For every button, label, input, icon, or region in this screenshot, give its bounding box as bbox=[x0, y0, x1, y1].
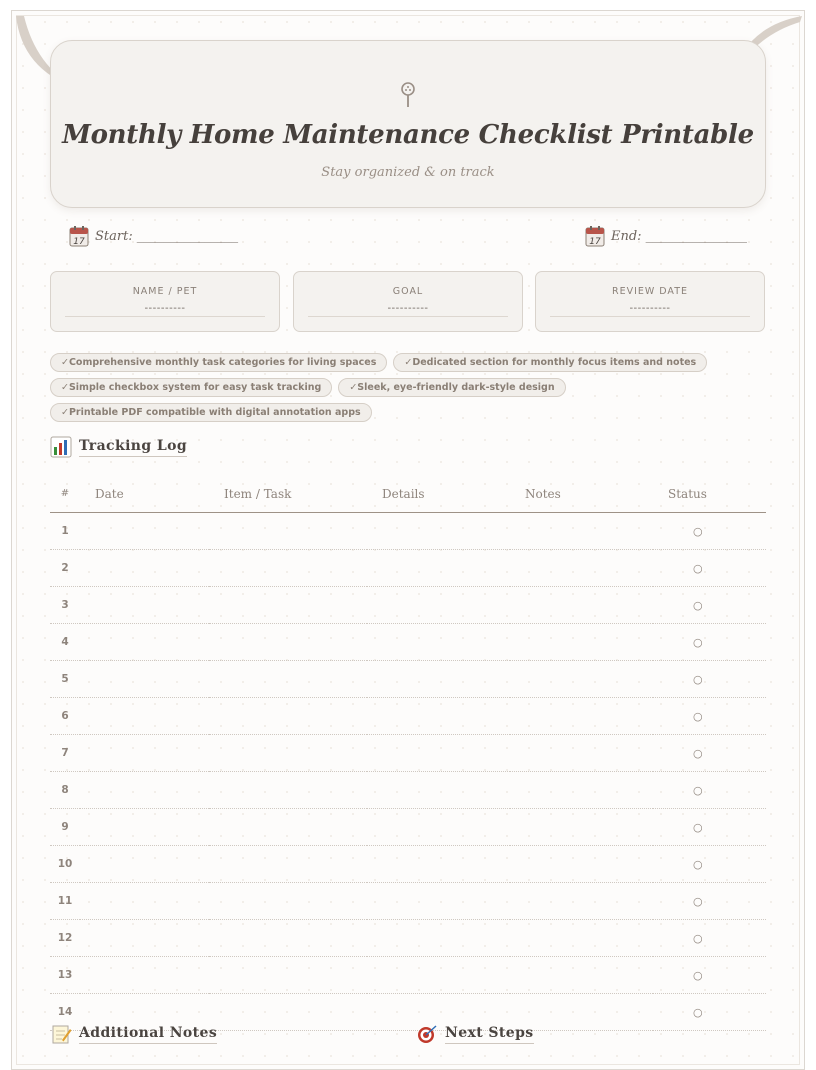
feature-tags bbox=[50, 353, 766, 428]
cell-notes[interactable] bbox=[510, 772, 653, 809]
cell-item[interactable] bbox=[209, 661, 367, 698]
cell-item[interactable] bbox=[209, 957, 367, 994]
svg-text:17: 17 bbox=[73, 237, 85, 247]
cell-notes[interactable] bbox=[510, 957, 653, 994]
status-checkbox[interactable]: ○ bbox=[653, 550, 766, 587]
cell-item[interactable] bbox=[209, 883, 367, 920]
cell-item[interactable] bbox=[209, 994, 367, 1031]
status-checkbox[interactable]: ○ bbox=[653, 587, 766, 624]
table-row bbox=[50, 772, 766, 809]
table-header-row bbox=[50, 475, 766, 513]
calendar-icon bbox=[585, 225, 605, 247]
row-number: 12 bbox=[50, 920, 80, 957]
row-number: 6 bbox=[50, 698, 80, 735]
cell-details[interactable] bbox=[367, 809, 510, 846]
feature-tag: ✓Comprehensive monthly task categories for living spaces bbox=[50, 353, 387, 372]
name-pet-box[interactable] bbox=[50, 271, 280, 332]
cell-details[interactable] bbox=[367, 883, 510, 920]
svg-text:17: 17 bbox=[589, 237, 601, 247]
row-number: 10 bbox=[50, 846, 80, 883]
table-row bbox=[50, 661, 766, 698]
cell-notes[interactable] bbox=[510, 846, 653, 883]
status-checkbox[interactable]: ○ bbox=[653, 624, 766, 661]
start-label: Start: bbox=[95, 228, 133, 244]
cell-notes[interactable] bbox=[510, 920, 653, 957]
cell-date[interactable] bbox=[80, 513, 209, 550]
column-header-number: # bbox=[50, 475, 80, 513]
cell-notes[interactable] bbox=[510, 883, 653, 920]
info-box-label: NAME / PET bbox=[132, 286, 198, 297]
column-header-date: Date bbox=[80, 475, 209, 513]
info-box-label: GOAL bbox=[392, 286, 424, 297]
end-blank: _______________ bbox=[645, 229, 747, 243]
status-checkbox[interactable]: ○ bbox=[653, 513, 766, 550]
cell-date[interactable] bbox=[80, 920, 209, 957]
table-row bbox=[50, 550, 766, 587]
page-title: Monthly Home Maintenance Checklist Printable bbox=[62, 120, 754, 150]
info-box-value: ---------- bbox=[308, 303, 508, 317]
next-steps-heading bbox=[416, 1023, 534, 1045]
status-checkbox[interactable]: ○ bbox=[653, 772, 766, 809]
memo-icon bbox=[50, 1023, 72, 1045]
cell-item[interactable] bbox=[209, 809, 367, 846]
info-box-value: ---------- bbox=[550, 303, 750, 317]
cell-item[interactable] bbox=[209, 550, 367, 587]
status-checkbox[interactable]: ○ bbox=[653, 883, 766, 920]
table-row bbox=[50, 587, 766, 624]
status-checkbox[interactable]: ○ bbox=[653, 846, 766, 883]
row-number: 9 bbox=[50, 809, 80, 846]
table-row bbox=[50, 846, 766, 883]
feature-tag: ✓Printable PDF compatible with digital annotation apps bbox=[50, 403, 372, 422]
table-row bbox=[50, 920, 766, 957]
row-number: 5 bbox=[50, 661, 80, 698]
cell-details[interactable] bbox=[367, 698, 510, 735]
column-header-status: Status bbox=[653, 475, 766, 513]
table-row bbox=[50, 513, 766, 550]
cell-item[interactable] bbox=[209, 735, 367, 772]
additional-notes-title: Additional Notes bbox=[79, 1025, 217, 1044]
cell-item[interactable] bbox=[209, 846, 367, 883]
status-checkbox[interactable]: ○ bbox=[653, 735, 766, 772]
goal-box[interactable] bbox=[293, 271, 523, 332]
calendar-icon bbox=[69, 225, 89, 247]
target-icon bbox=[416, 1023, 438, 1045]
table-row bbox=[50, 883, 766, 920]
cell-date[interactable] bbox=[80, 661, 209, 698]
cell-date[interactable] bbox=[80, 772, 209, 809]
table-row bbox=[50, 957, 766, 994]
table-row bbox=[50, 624, 766, 661]
cell-details[interactable] bbox=[367, 624, 510, 661]
cell-notes[interactable] bbox=[510, 513, 653, 550]
cell-notes[interactable] bbox=[510, 587, 653, 624]
cell-date[interactable] bbox=[80, 846, 209, 883]
cell-notes[interactable] bbox=[510, 661, 653, 698]
column-header-item: Item / Task bbox=[209, 475, 367, 513]
start-blank: _______________ bbox=[136, 229, 238, 243]
cell-item[interactable] bbox=[209, 772, 367, 809]
tracking-log-table bbox=[50, 475, 766, 1031]
row-number: 1 bbox=[50, 513, 80, 550]
cell-item[interactable] bbox=[209, 513, 367, 550]
end-label: End: bbox=[611, 228, 642, 244]
cell-details[interactable] bbox=[367, 735, 510, 772]
cell-notes[interactable] bbox=[510, 698, 653, 735]
next-steps-title: Next Steps bbox=[445, 1025, 534, 1044]
row-number: 11 bbox=[50, 883, 80, 920]
cell-details[interactable] bbox=[367, 587, 510, 624]
cell-item[interactable] bbox=[209, 624, 367, 661]
row-number: 8 bbox=[50, 772, 80, 809]
row-number: 3 bbox=[50, 587, 80, 624]
cell-item[interactable] bbox=[209, 698, 367, 735]
cell-date[interactable] bbox=[80, 550, 209, 587]
row-number: 7 bbox=[50, 735, 80, 772]
row-number: 14 bbox=[50, 994, 80, 1031]
review-date-box[interactable] bbox=[535, 271, 765, 332]
cell-details[interactable] bbox=[367, 846, 510, 883]
tracking-log-title: Tracking Log bbox=[79, 438, 187, 457]
bar-chart-icon bbox=[50, 436, 72, 458]
table-row bbox=[50, 735, 766, 772]
row-number: 4 bbox=[50, 624, 80, 661]
row-number: 2 bbox=[50, 550, 80, 587]
cell-item[interactable] bbox=[209, 920, 367, 957]
shovel-icon bbox=[398, 82, 418, 108]
cell-date[interactable] bbox=[80, 698, 209, 735]
feature-tag: ✓Dedicated section for monthly focus items and notes bbox=[393, 353, 707, 372]
cell-notes[interactable] bbox=[510, 809, 653, 846]
cell-details[interactable] bbox=[367, 661, 510, 698]
cell-details[interactable] bbox=[367, 550, 510, 587]
info-box-value: ---------- bbox=[65, 303, 265, 317]
info-box-label: REVIEW DATE bbox=[611, 286, 689, 297]
status-checkbox[interactable]: ○ bbox=[653, 809, 766, 846]
cell-details[interactable] bbox=[367, 920, 510, 957]
cell-date[interactable] bbox=[80, 883, 209, 920]
status-checkbox[interactable]: ○ bbox=[653, 698, 766, 735]
feature-tag: ✓Simple checkbox system for easy task tracking bbox=[50, 378, 332, 397]
additional-notes-heading bbox=[50, 1023, 217, 1045]
table-row bbox=[50, 809, 766, 846]
column-header-notes: Notes bbox=[510, 475, 653, 513]
cell-date[interactable] bbox=[80, 587, 209, 624]
cell-item[interactable] bbox=[209, 587, 367, 624]
start-date-line[interactable] bbox=[69, 224, 238, 248]
status-checkbox[interactable]: ○ bbox=[653, 661, 766, 698]
cell-details[interactable] bbox=[367, 513, 510, 550]
end-date-line[interactable] bbox=[585, 224, 746, 248]
column-header-details: Details bbox=[367, 475, 510, 513]
cell-notes[interactable] bbox=[510, 735, 653, 772]
status-checkbox[interactable]: ○ bbox=[653, 920, 766, 957]
row-number: 13 bbox=[50, 957, 80, 994]
cell-date[interactable] bbox=[80, 809, 209, 846]
cell-notes[interactable] bbox=[510, 624, 653, 661]
cell-date[interactable] bbox=[80, 624, 209, 661]
tracking-log-heading bbox=[50, 436, 187, 458]
cell-details[interactable] bbox=[367, 957, 510, 994]
cell-date[interactable] bbox=[80, 957, 209, 994]
status-checkbox[interactable]: ○ bbox=[653, 957, 766, 994]
feature-tag: ✓Sleek, eye-friendly dark-style design bbox=[338, 378, 565, 397]
cell-details[interactable] bbox=[367, 772, 510, 809]
status-checkbox[interactable]: ○ bbox=[653, 994, 766, 1031]
table-row bbox=[50, 698, 766, 735]
cell-notes[interactable] bbox=[510, 550, 653, 587]
cell-date[interactable] bbox=[80, 735, 209, 772]
page-subtitle: Stay organized & on track bbox=[321, 165, 495, 180]
